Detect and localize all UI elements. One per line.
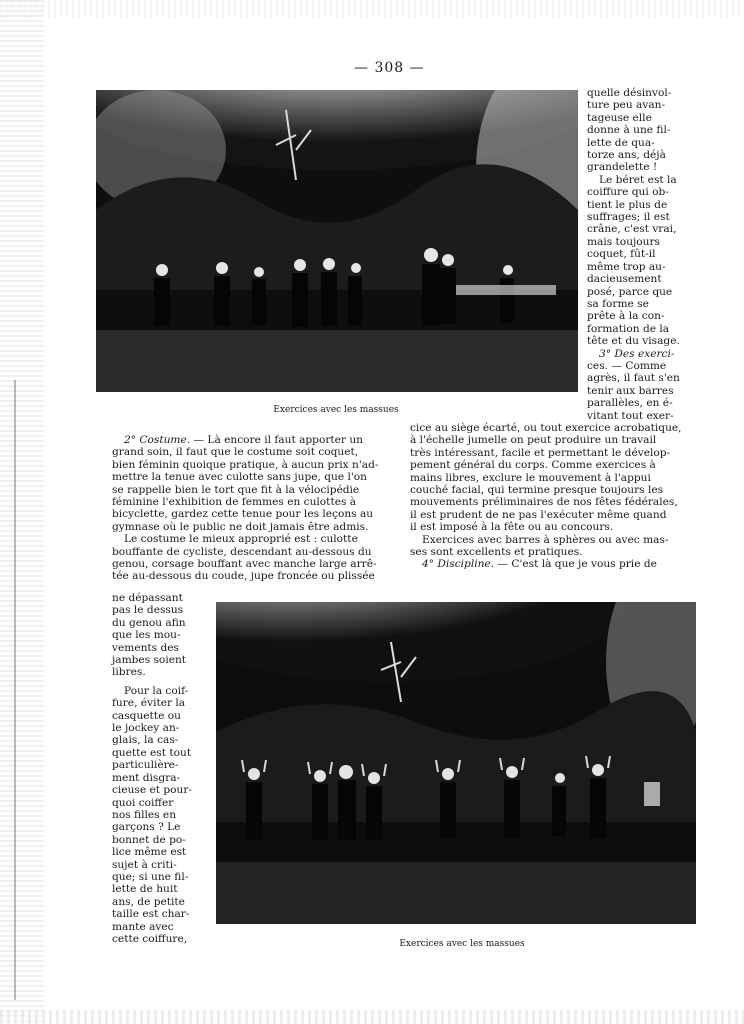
line: bien féminin quoique pratique, à aucun prix n'ad- bbox=[112, 458, 379, 471]
line: il est prudent de ne pas l'exécuter même quand bbox=[410, 508, 667, 521]
line: couché facial, qui termine presque toujours les bbox=[410, 484, 664, 497]
right-middle-text bbox=[410, 422, 694, 571]
photo-top-caption: Exercices avec les massues bbox=[273, 405, 399, 415]
line: Exercices avec barres à sphères ou avec mas- bbox=[422, 533, 669, 546]
line: sujet à criti- bbox=[112, 858, 177, 871]
line: ment disgra- bbox=[112, 771, 181, 784]
line: crâne, c'est vrai, bbox=[587, 223, 677, 236]
line: fure, éviter la bbox=[112, 697, 186, 710]
line: mettre la tenue avec culotte sans jupe, que l'on bbox=[112, 471, 367, 484]
line: libres. bbox=[112, 666, 146, 679]
line: glais, la cas- bbox=[112, 734, 179, 747]
line: quoi coiffer bbox=[112, 796, 174, 809]
photo-top bbox=[96, 90, 578, 392]
left-narrow-text bbox=[112, 592, 202, 945]
section-4-heading: 4° Discipline. bbox=[422, 558, 495, 571]
line: pement général du corps. Comme exercices à bbox=[410, 459, 656, 472]
line: lice même est bbox=[112, 846, 187, 859]
page-edge-left bbox=[0, 0, 44, 1024]
line: casquette ou bbox=[112, 709, 181, 722]
line: très intéressant, facile et permettant le dévelop- bbox=[410, 446, 671, 459]
line: Le béret est la bbox=[599, 173, 677, 186]
line: tée au-dessous du coude, jupe froncée ou plissée bbox=[112, 570, 375, 583]
line: donne à une fil- bbox=[587, 124, 671, 137]
line: vitant tout exer- bbox=[587, 409, 674, 422]
line: bouffante de cycliste, descendant au-dessous du bbox=[112, 545, 372, 558]
line: grandelette ! bbox=[587, 161, 658, 174]
left-column-text bbox=[112, 434, 396, 583]
line: Pour la coif- bbox=[124, 684, 189, 697]
line: ans, de petite bbox=[112, 895, 185, 908]
line: à l'échelle jumelle on peut produire un travail bbox=[410, 434, 657, 447]
line: mante avec bbox=[112, 920, 174, 933]
line: coquet, fût-il bbox=[587, 248, 656, 261]
line: agrès, il faut s'en bbox=[587, 372, 680, 385]
line: cieuse et pour- bbox=[112, 784, 193, 797]
line: féminine l'exhibition de femmes en culottes à bbox=[112, 496, 357, 509]
line: taille est char- bbox=[112, 908, 190, 921]
section-2-heading: 2° Costume. bbox=[124, 434, 191, 446]
line: que; si une fil- bbox=[112, 870, 189, 883]
line: lette de huit bbox=[112, 883, 178, 896]
right-column-text bbox=[587, 87, 684, 422]
photo-bottom-caption: Exercices avec les massues bbox=[399, 939, 525, 949]
page-number: — 308 — bbox=[354, 60, 425, 76]
line: cice au siège écarté, ou tout exercice acrobatique, bbox=[410, 422, 682, 434]
line: ture peu avan- bbox=[587, 99, 666, 112]
line: suffrages; il est bbox=[587, 211, 670, 224]
margin-rule bbox=[14, 380, 16, 1000]
line: tenir aux barres bbox=[587, 384, 674, 397]
page-edge-bottom bbox=[0, 1010, 744, 1024]
line: grand soin, il faut que le costume soit coquet, bbox=[112, 446, 359, 459]
line: nos filles en bbox=[112, 808, 177, 821]
line: il est imposé à la fête ou au concours. bbox=[410, 521, 614, 534]
line: tageuse elle bbox=[587, 111, 652, 124]
line: du genou afin bbox=[112, 616, 186, 629]
line: coiffure qui ob- bbox=[587, 186, 669, 199]
line: ces. — Comme bbox=[587, 359, 667, 372]
line: mains libres, exclure le mouvement à l'appui bbox=[410, 471, 651, 484]
section-3-heading: 3° Des exerci- bbox=[599, 347, 675, 360]
line: quelle désinvol- bbox=[587, 87, 672, 99]
line: ne dépassant bbox=[112, 592, 183, 604]
line: le jockey an- bbox=[112, 722, 180, 735]
line: gymnase où le public ne doit jamais être admis. bbox=[112, 520, 369, 533]
line: cette coiffure, bbox=[112, 932, 188, 945]
line: bonnet de po- bbox=[112, 833, 186, 846]
line: formation de la bbox=[587, 322, 670, 335]
section-4-paragraph: 4° Discipline. — C'est là que je vous prie de bbox=[422, 558, 657, 571]
photo-bottom bbox=[216, 602, 696, 924]
line: vements des bbox=[112, 641, 179, 654]
line: lette de qua- bbox=[587, 136, 655, 149]
line: se rappelle bien le tort que fit à la vélocipédie bbox=[112, 483, 360, 496]
line: bicyclette, gardez cette tenue pour les leçons au bbox=[112, 508, 374, 521]
line: pas le dessus bbox=[112, 604, 184, 617]
line: Le costume le mieux approprié est : culotte bbox=[124, 533, 358, 546]
section-2-paragraph: 2° Costume. — Là encore il faut apporter un bbox=[124, 434, 363, 446]
line: même trop au- bbox=[587, 260, 666, 273]
line: garçons ? Le bbox=[112, 821, 181, 834]
line: genou, corsage bouffant avec manche large arrê- bbox=[112, 558, 377, 571]
line: tient le plus de bbox=[587, 198, 668, 211]
line: mouvements préliminaires de nos fêtes fédérales, bbox=[410, 496, 678, 509]
page-edge-top bbox=[0, 0, 744, 18]
line: prête à la con- bbox=[587, 310, 665, 323]
line: sa forme se bbox=[587, 297, 649, 310]
line: tête et du visage. bbox=[587, 335, 680, 348]
line: quette est tout bbox=[112, 746, 192, 759]
line: dacieusement bbox=[587, 273, 662, 286]
line: posé, parce que bbox=[587, 285, 673, 298]
line: torze ans, déjà bbox=[587, 149, 666, 162]
line: que les mou- bbox=[112, 629, 181, 642]
line: ses sont excellents et pratiques. bbox=[410, 546, 583, 559]
line: jambes soient bbox=[112, 654, 187, 667]
line: parallèles, en é- bbox=[587, 397, 673, 410]
line: particulière- bbox=[112, 759, 179, 772]
line: mais toujours bbox=[587, 235, 660, 248]
